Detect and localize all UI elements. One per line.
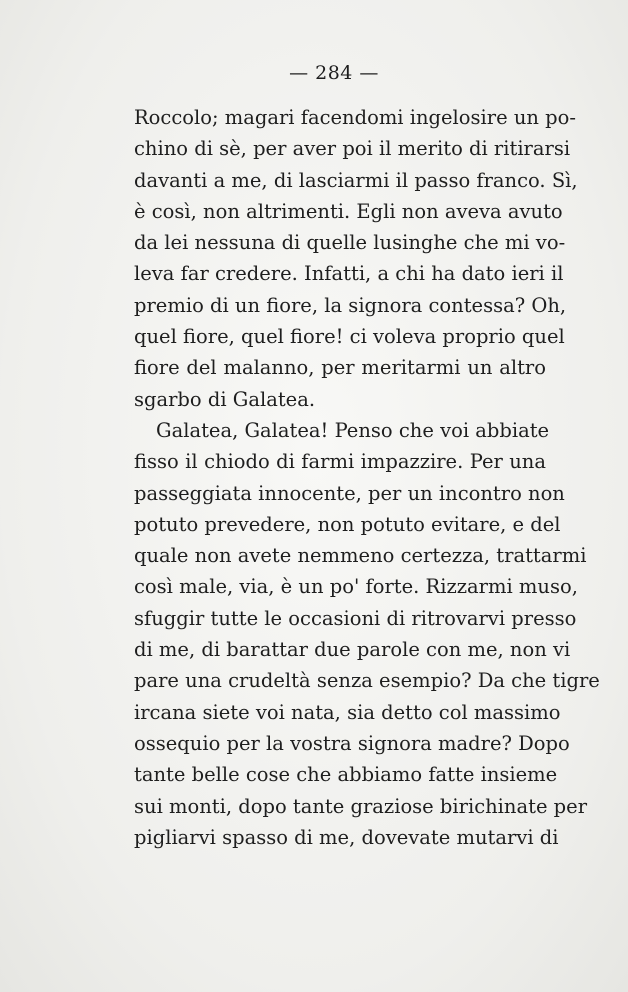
text-line: chino di sè, per aver poi il merito di ritirarsi (134, 137, 571, 161)
paragraph-end-line: sgarbo di Galatea. (134, 387, 316, 411)
text-line: è così, non altrimenti. Egli non aveva avuto (134, 199, 563, 223)
text-line: sui monti, dopo tante graziose birichinate per (134, 794, 588, 818)
text-line: davanti a me, di lasciarmi il passo franco. Sì, (134, 168, 578, 192)
text-line: potuto prevedere, non potuto evitare, e del (134, 512, 561, 536)
body-text (134, 102, 600, 853)
text-line: sfuggir tutte le occasioni di ritrovarvi presso (134, 606, 577, 630)
text-line: leva far credere. Infatti, a chi ha dato ieri il (134, 262, 564, 286)
text-line: premio di un fiore, la signora contessa? Oh, (134, 293, 567, 317)
paragraph-start-line: Galatea, Galatea! Penso che voi abbiate (156, 418, 550, 442)
text-line: fiore del malanno, per meritarmi un altro (134, 356, 546, 380)
text-line: quale non avete nemmeno certezza, trattarmi (134, 544, 587, 568)
text-line: Roccolo; magari facendomi ingelosire un po- (134, 106, 576, 129)
text-line: da lei nessuna di quelle lusinghe che mi vo- (134, 231, 566, 255)
text-line: pare una crudeltà senza esempio? Da che tigre (134, 669, 600, 693)
text-line: così male, via, è un po' forte. Rizzarmi muso, (134, 575, 578, 599)
text-line: di me, di barattar due parole con me, non vi (134, 638, 571, 662)
text-line: quel fiore, quel fiore! ci voleva proprio quel (134, 325, 565, 349)
text-line: tante belle cose che abbiamo fatte insieme (134, 763, 558, 787)
text-line: ossequio per la vostra signora madre? Dopo (134, 731, 570, 755)
text-line: pigliarvi spasso di me, dovevate mutarvi di (134, 825, 559, 849)
text-line: ircana siete voi nata, sia detto col massimo (134, 700, 561, 724)
text-line: fisso il chiodo di farmi impazzire. Per una (134, 450, 546, 474)
text-line: passeggiata innocente, per un incontro non (134, 481, 565, 505)
page-number: — 284 — (289, 62, 379, 84)
